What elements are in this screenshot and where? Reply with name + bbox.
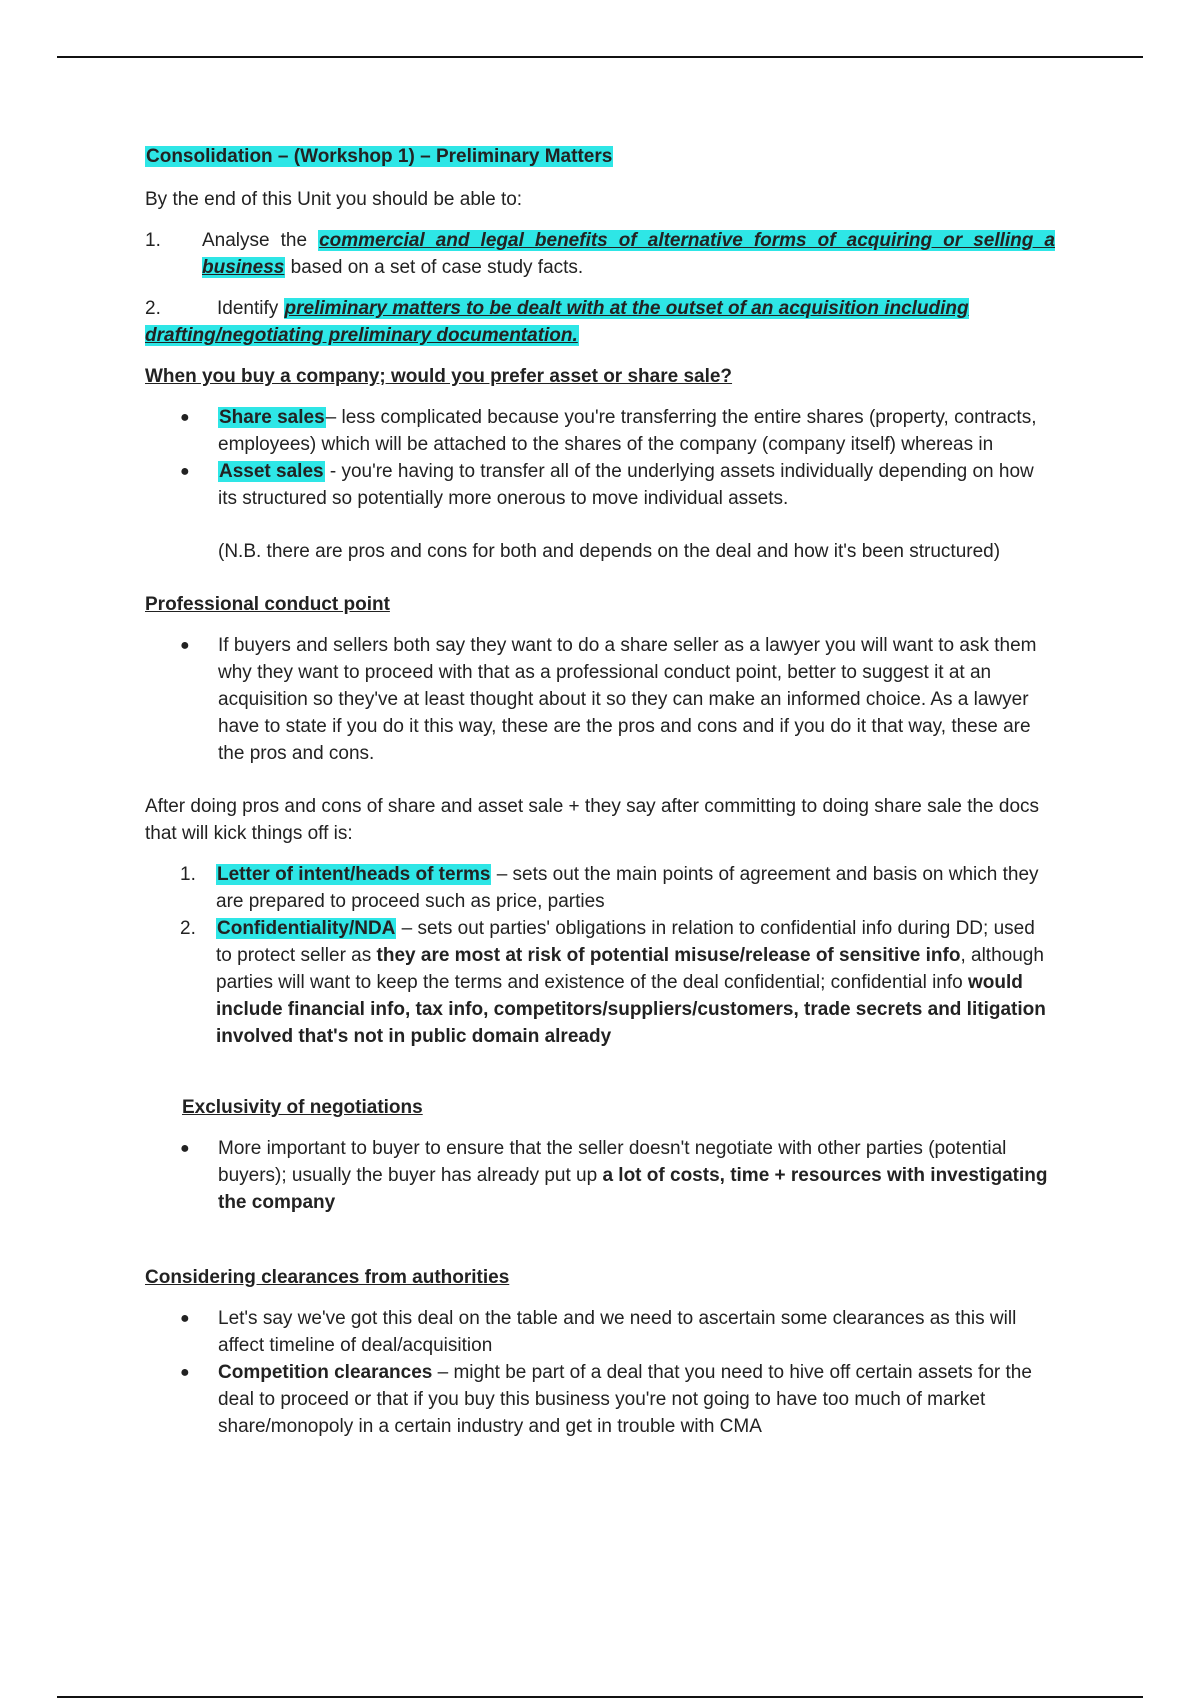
bullet-icon: ●: [180, 409, 190, 426]
section-heading-clearances: Considering clearances from authorities: [145, 1267, 510, 1288]
after-text: After doing pros and cons of share and asset sale + they say after committing to doing share sale the docs that will kick things off is:: [145, 796, 1040, 844]
title-highlight: Consolidation – (Workshop 1) – Preliminary Matters: [146, 146, 613, 167]
term-highlight: Share sales: [219, 407, 325, 428]
top-rule: [57, 56, 1143, 58]
list-item: ● If buyers and sellers both say they want to do a share seller as a lawyer you will want to ask them why they want to proceed with that as a professional conduct point, better to suggest it at an acquisition so they've at least thought about it so they can make an informed choice. As a lawyer have to state if you do it this way, these are the pros and cons and if you do it that way, these are the pros and cons.: [145, 632, 1055, 767]
section-heading-asset-share: When you buy a company; would you prefer asset or share sale?: [145, 366, 733, 387]
sale-types-list: [145, 404, 1055, 512]
list-item: 2. Confidentiality/NDA – sets out parties' obligations in relation to confidential info during DD; used to protect seller as they are most at risk of potential misuse/release of sensitive info, although parties will want to keep the terms and existence of the deal confidential; confidential info would include financial info, tax info, competitors/suppliers/customers, trade secrets and litigation involved that's not in public domain already: [180, 918, 1046, 1047]
intro-text: By the end of this Unit you should be able to:: [145, 189, 523, 210]
objective-highlight: preliminary matters to be dealt with at the outset of an acquisition including drafting/negotiating preliminary documentation.: [145, 298, 969, 346]
page-title: [145, 143, 1055, 170]
term-highlight: Asset sales: [219, 461, 324, 482]
objective-highlight: commercial and legal benefits of alternative forms of acquiring or selling a business: [202, 230, 1055, 278]
list-item: ● Competition clearances – might be part of a deal that you need to hive off certain assets for the deal to proceed or that if you buy this business you're not going to have too much of market share/monopoly in a certain industry and get in trouble with CMA: [145, 1359, 1055, 1440]
section-heading-exclusivity: Exclusivity of negotiations: [182, 1097, 423, 1118]
list-item: 1. Letter of intent/heads of terms – sets out the main points of agreement and basis on which they are prepared to proceed such as price, parties: [180, 864, 1039, 912]
bullet-icon: ●: [180, 1364, 190, 1381]
list-item: ● Asset sales - you're having to transfer all of the underlying assets individually depending on how its structured so potentially more onerous to move individual assets.: [145, 458, 1055, 512]
bullet-icon: ●: [180, 463, 190, 480]
exclusivity-list: [145, 1135, 1055, 1216]
conduct-list: [145, 632, 1055, 767]
list-item: ● Let's say we've got this deal on the table and we need to ascertain some clearances as this will affect timeline of deal/acquisition: [145, 1305, 1055, 1359]
objective-text: [202, 227, 1055, 281]
objective-post: based on a set of case study facts.: [285, 257, 584, 278]
clearances-list: [145, 1305, 1055, 1440]
note-text: (N.B. there are pros and cons for both and depends on the deal and how it's been structured): [218, 541, 1001, 562]
objective-2: [145, 295, 1055, 349]
objective-1: [145, 227, 1055, 281]
bullet-icon: ●: [180, 1310, 190, 1327]
objective-pre: Identify: [217, 298, 284, 319]
bullet-icon: ●: [180, 1140, 190, 1157]
bullet-icon: ●: [180, 637, 190, 654]
objective-number: 1.: [145, 230, 161, 251]
objective-number: 2.: [145, 298, 161, 319]
objective-pre: Analyse the: [202, 230, 319, 251]
term-highlight: Letter of intent/heads of terms: [217, 864, 491, 885]
docs-list: [145, 861, 1055, 1050]
list-item: ● Share sales– less complicated because you're transferring the entire shares (property, contracts, employees) which will be attached to the shares of the company (company itself) whereas in: [145, 404, 1055, 458]
document-body: [145, 143, 1055, 1440]
bottom-rule: [57, 1696, 1143, 1698]
section-heading-conduct: Professional conduct point: [145, 594, 390, 615]
list-item: ● More important to buyer to ensure that the seller doesn't negotiate with other parties (potential buyers); usually the buyer has already put up a lot of costs, time + resources with investigating the company: [145, 1135, 1055, 1216]
term-highlight: Confidentiality/NDA: [217, 918, 396, 939]
